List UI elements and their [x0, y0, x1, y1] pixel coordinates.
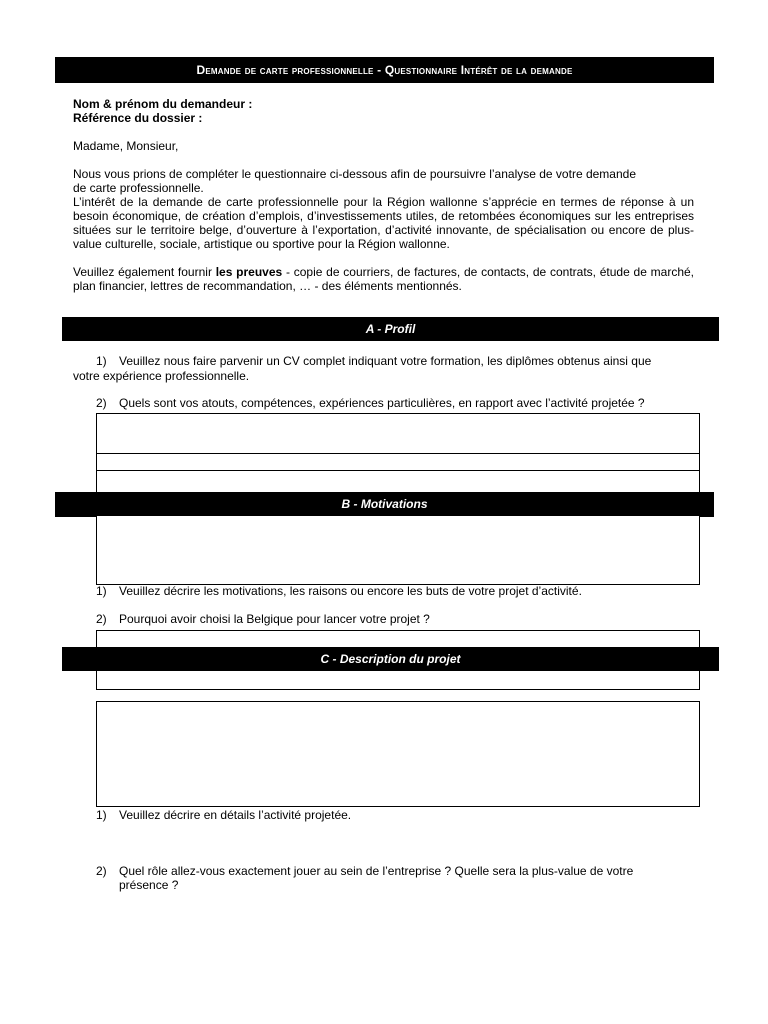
document-title: Demande de carte professionnelle - Questionnaire Intérêt de la demande: [196, 63, 573, 77]
section-b-title: B - Motivations: [341, 497, 428, 511]
section-a-header: [62, 317, 719, 341]
answer-box-divider: [96, 453, 700, 454]
section-b-q1-text: Veuillez décrire les motivations, les raisons ou encore les buts de votre projet d’activité.: [119, 584, 582, 598]
proof-text-bold: les preuves: [215, 265, 283, 279]
document-title-bar: [55, 57, 714, 83]
proof-paragraph: [73, 265, 694, 293]
section-b-q2-text: Pourquoi avoir choisi la Belgique pour lancer votre projet ?: [119, 612, 430, 626]
proof-text-after: - copie de courriers, de factures, de contacts, de contrats, étude de marché, plan financier, lettres de recommandation, … - des éléments mentionnés.: [73, 265, 695, 293]
section-b-q1-number: 1): [96, 584, 107, 598]
section-a-title: A - Profil: [365, 322, 416, 336]
section-c-q2-text: Quel rôle allez-vous exactement jouer au sein de l’entreprise ? Quelle sera la plus-value de votre: [119, 864, 634, 878]
intro-paragraph-1-line-2: de carte professionnelle.: [73, 181, 204, 195]
section-a-q1-continuation: votre expérience professionnelle.: [73, 369, 250, 383]
answer-box-divider: [96, 470, 700, 471]
intro-paragraph-1-line-1: Nous vous prions de compléter le questionnaire ci-dessous afin de poursuivre l’analyse de votre demande: [73, 167, 636, 181]
section-a-q1-number: 1): [96, 354, 107, 368]
intro-paragraph-2: L’intérêt de la demande de carte professionnelle pour la Région wallonne s’apprécie en termes de réponse à un besoin économique, de création d’emplois, d’investissements utiles, de retombées économiques sur les entreprises situées sur le territoire belge, d’ouverture à l’exportation, d’activité innovante, de spécialisation ou encore de plus-value culturelle, sociale, artistique ou sportive pour la Région wallonne.: [73, 195, 694, 251]
section-b-q2-number: 2): [96, 612, 107, 626]
applicant-name-label: Nom & prénom du demandeur :: [73, 97, 253, 111]
section-a-q2-number: 2): [96, 396, 107, 410]
section-a-q2-text: Quels sont vos atouts, compétences, expériences particulières, en rapport avec l’activité projetée ?: [119, 396, 645, 410]
section-c-q2-number: 2): [96, 864, 107, 878]
section-c-q1-text: Veuillez décrire en détails l’activité projetée.: [119, 808, 352, 822]
section-a-answer-box[interactable]: [96, 413, 700, 495]
section-c-answer-box[interactable]: [96, 701, 700, 807]
section-b-answer-box[interactable]: [96, 516, 700, 585]
section-c-q2-continuation: présence ?: [119, 878, 179, 892]
salutation: Madame, Monsieur,: [73, 139, 179, 153]
file-reference-label: Référence du dossier :: [73, 111, 203, 125]
section-c-title: C - Description du projet: [320, 652, 461, 666]
proof-text-before: Veuillez également fournir: [73, 265, 216, 279]
section-c-q1-number: 1): [96, 808, 107, 822]
section-a-q1-text: Veuillez nous faire parvenir un CV complet indiquant votre formation, les diplômes obtenus ainsi que: [119, 354, 652, 368]
section-c-header: [62, 647, 719, 671]
section-b-header: [55, 492, 714, 517]
